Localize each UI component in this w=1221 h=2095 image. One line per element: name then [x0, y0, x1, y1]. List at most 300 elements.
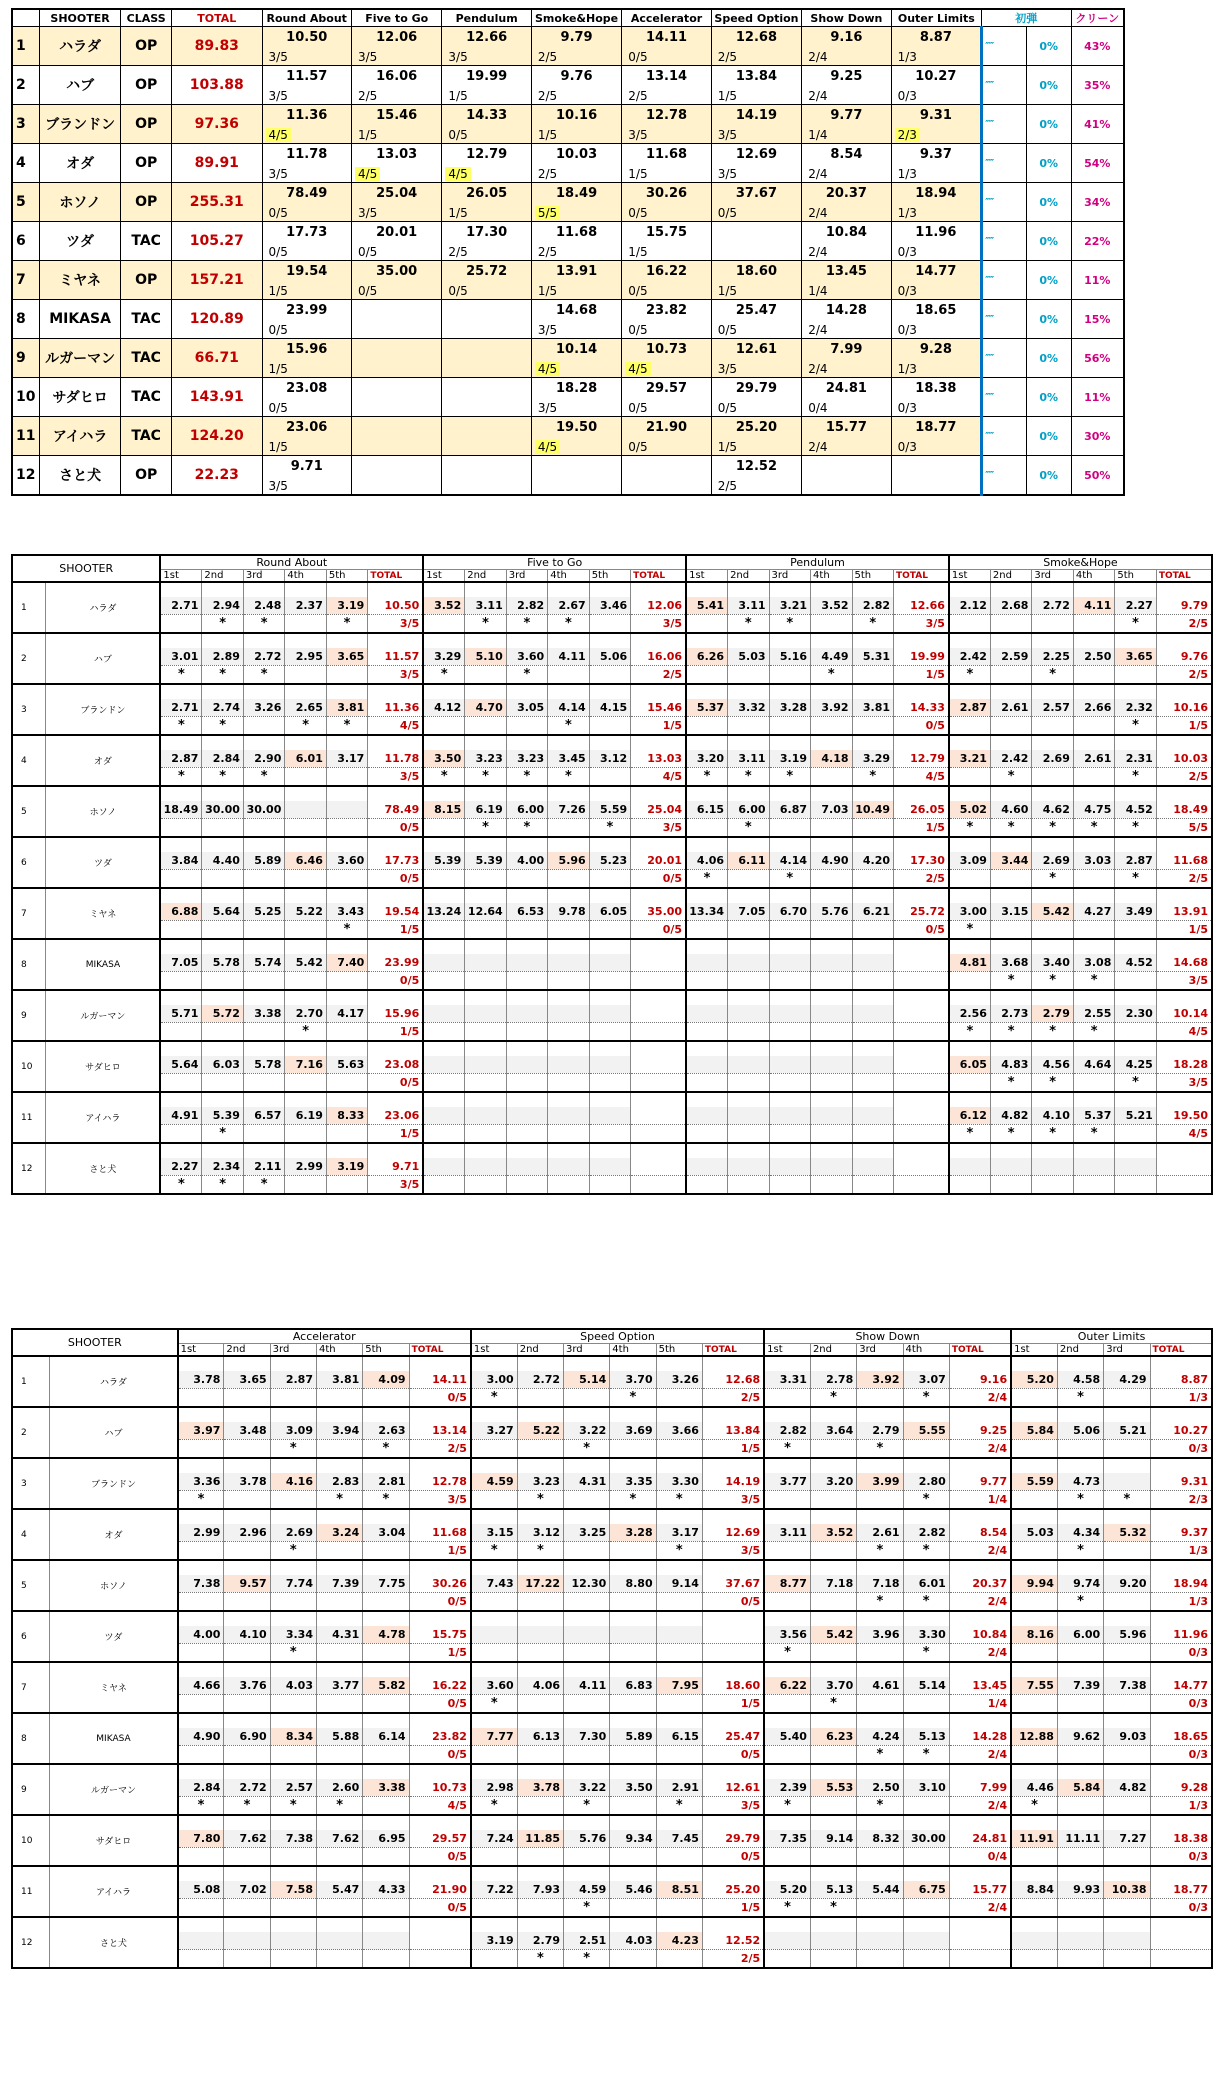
stage-hits [802, 360, 891, 378]
spacer-cell [764, 1560, 810, 1575]
stage-total-time: 29.57 [409, 1830, 471, 1848]
shot-mark [686, 717, 727, 736]
stage-hits [631, 972, 686, 991]
shooter-name: アイハラ [39, 417, 120, 456]
shot-time: 8.33 [326, 1107, 367, 1125]
shot-mark [589, 921, 630, 940]
stage-hits: 0/5 [409, 1593, 471, 1612]
shooter-name: さと犬 [46, 1143, 160, 1194]
stage-time: 14.77 [891, 261, 981, 283]
shot-mark [857, 1491, 903, 1510]
spacer-cell [326, 684, 367, 699]
spacer-cell [949, 990, 990, 1005]
shot-label: 3rd [769, 570, 810, 583]
spacer-cell [517, 1764, 563, 1779]
spacer-cell [1032, 1092, 1073, 1107]
spacer-cell [894, 633, 949, 648]
shot-time: 4.46 [1011, 1779, 1057, 1797]
stage-time [351, 339, 441, 361]
shot-time: 7.05 [160, 954, 201, 972]
spacer-cell [423, 837, 464, 852]
shot-time [728, 954, 769, 972]
row-number: 11 [12, 1866, 50, 1917]
stage-hits [262, 438, 351, 456]
shot-mark: * [316, 1491, 362, 1510]
shot-time: 2.57 [270, 1779, 316, 1797]
shot-time: 3.19 [769, 750, 810, 768]
stage-time: 14.11 [622, 27, 711, 49]
spacer-cell [224, 1407, 270, 1422]
shot-mark: * [243, 1176, 284, 1195]
spacer-cell [811, 888, 852, 903]
shot-mark: * [564, 1950, 610, 1969]
shot-mark: * [656, 1797, 702, 1816]
shot-time: 5.46 [610, 1881, 656, 1899]
spacer-cell [857, 1866, 903, 1881]
spacer-cell [285, 990, 326, 1005]
shot-mark [202, 819, 243, 838]
shooter-name: MIKASA [46, 939, 160, 990]
shot-mark [548, 1023, 589, 1042]
shot-mark: * [810, 1695, 856, 1714]
spacer-cell [1057, 1611, 1103, 1626]
spacer-cell [465, 786, 506, 801]
spacer-cell [1011, 1764, 1057, 1779]
stage-hits [631, 1023, 686, 1042]
shooter-name: オダ [39, 144, 120, 183]
shot-mark [990, 615, 1031, 634]
stage-time [442, 339, 531, 361]
spacer-cell [1057, 1866, 1103, 1881]
spacer-cell [316, 1866, 362, 1881]
stage-hits [442, 282, 531, 300]
spacer-cell [894, 990, 949, 1005]
spacer-cell [857, 1356, 903, 1371]
detail-time-row [12, 1575, 1212, 1593]
shot-mark [1011, 1593, 1057, 1612]
shot-mark [811, 1023, 852, 1042]
shot-mark [326, 870, 367, 889]
shot-mark [316, 1695, 362, 1714]
stage-time: 23.06 [262, 417, 351, 439]
stage-hits: 0/5 [409, 1899, 471, 1918]
shot-time: 2.87 [1115, 852, 1156, 870]
shot-time [465, 954, 506, 972]
stage-hits [711, 243, 801, 261]
shot-time: 5.55 [903, 1422, 949, 1440]
spacer-cell [1073, 582, 1114, 597]
shot-mark [471, 1746, 517, 1765]
hits-value: 3/5 [537, 322, 558, 337]
shot-time: 3.96 [857, 1626, 903, 1644]
spacer-cell [363, 1356, 409, 1371]
detail-hit-row [12, 1023, 1212, 1042]
spacer-cell [506, 990, 547, 1005]
hits-value: 0/5 [628, 400, 648, 415]
shot-mark: * [1073, 1125, 1114, 1144]
shot-time [1032, 1158, 1073, 1176]
shot-time: 11.11 [1057, 1830, 1103, 1848]
row-number: 4 [12, 1509, 50, 1560]
spacer-cell [363, 1611, 409, 1626]
stage-total-time [894, 1056, 949, 1074]
shot-mark: * [1011, 1797, 1057, 1816]
shot-label: 2nd [202, 570, 243, 583]
shot-time: 6.19 [465, 801, 506, 819]
spacer-cell [1150, 1815, 1212, 1830]
shot-time: 2.87 [270, 1371, 316, 1389]
stage-hits: 1/5 [409, 1644, 471, 1663]
shot-time: 7.75 [363, 1575, 409, 1593]
shot-mark [903, 1899, 949, 1918]
spacer-cell [326, 837, 367, 852]
shot-mark: * [949, 819, 990, 838]
spacer-cell [270, 1815, 316, 1830]
shot-mark: * [1104, 1491, 1150, 1510]
shot-label: 4th [548, 570, 589, 583]
spacer-cell [589, 735, 630, 750]
hits-value: 2/5 [537, 49, 558, 64]
shot-mark [517, 1695, 563, 1714]
shot-mark [769, 666, 810, 685]
shot-mark: * [471, 1695, 517, 1714]
spacer-cell [423, 684, 464, 699]
shot-time: 18.49 [160, 801, 201, 819]
stage-total-time: 11.36 [368, 699, 423, 717]
shot-mark [1057, 1899, 1103, 1918]
stage-time: 19.99 [442, 66, 531, 88]
shot-time: 3.60 [506, 648, 547, 666]
spacer-cell [178, 1662, 224, 1677]
shot-mark: * [506, 819, 547, 838]
spacer-cell [903, 1458, 949, 1473]
shot-mark [810, 1848, 856, 1867]
shot-mark [949, 717, 990, 736]
spacer-cell [903, 1356, 949, 1371]
shot-mark [363, 1542, 409, 1561]
shot-time: 7.18 [857, 1575, 903, 1593]
spacer-cell [465, 1041, 506, 1056]
shot-time [769, 1005, 810, 1023]
spacer-cell [363, 1917, 409, 1932]
stage-time: 29.57 [622, 378, 711, 400]
shot-mark: * [471, 1542, 517, 1561]
hits-value: 1/3 [897, 49, 917, 64]
detail-header-shooter: SHOOTER [12, 1329, 178, 1356]
shot-mark [506, 1023, 547, 1042]
hits-value: 0/3 [897, 283, 917, 298]
stage-hits: 3/5 [368, 615, 423, 634]
shot-time: 6.22 [764, 1677, 810, 1695]
stage-total-time: 12.06 [631, 597, 686, 615]
spacer-cell [949, 1917, 1011, 1932]
shot-time: 7.02 [224, 1881, 270, 1899]
shot-time: 11.85 [517, 1830, 563, 1848]
shot-mark [202, 972, 243, 991]
shot-time: 4.60 [990, 801, 1031, 819]
shot-mark [949, 768, 990, 787]
shooter-class: OP [121, 456, 172, 496]
shot-time: 3.20 [686, 750, 727, 768]
spacer-cell [202, 1092, 243, 1107]
detail-hit-row [12, 666, 1212, 685]
shot-time: 2.82 [506, 597, 547, 615]
shooter-row [12, 105, 1124, 127]
clean-pct: 34% [1071, 183, 1124, 222]
spacer-cell [285, 633, 326, 648]
hits-value: 0/3 [897, 400, 917, 415]
shot-time: 5.76 [811, 903, 852, 921]
spacer-cell [178, 1917, 224, 1932]
shot-mark [548, 1125, 589, 1144]
summary-table [11, 8, 1125, 496]
shot-mark [1104, 1644, 1150, 1663]
stage-hits: 2/5 [631, 666, 686, 685]
shot-time: 5.37 [686, 699, 727, 717]
shooter-total: 89.83 [172, 27, 262, 66]
shot-mark: * [610, 1491, 656, 1510]
shot-time: 4.03 [270, 1677, 316, 1695]
hits-value: 0/4 [808, 400, 828, 415]
stage-hits: 4/5 [368, 717, 423, 736]
hits-value: 0/5 [628, 322, 648, 337]
spacer-cell [990, 1143, 1031, 1158]
shooter-total: 255.31 [172, 183, 262, 222]
shot-time: 4.00 [506, 852, 547, 870]
stage-time [622, 456, 711, 478]
shot-mark [810, 1542, 856, 1561]
shot-mark: * [656, 1542, 702, 1561]
shot-mark [465, 666, 506, 685]
shot-time: 6.13 [517, 1728, 563, 1746]
row-number: 7 [12, 888, 46, 939]
shot-mark: * [326, 717, 367, 736]
spacer-cell [326, 1092, 367, 1107]
spacer-cell [656, 1560, 702, 1575]
shot-mark [564, 1389, 610, 1408]
shot-time: 5.22 [285, 903, 326, 921]
shot-mark: * [160, 768, 201, 787]
spacer-cell [903, 1662, 949, 1677]
stage-total-time: 15.77 [949, 1881, 1011, 1899]
detail-hit-row [12, 1389, 1212, 1408]
shot-mark: * [202, 666, 243, 685]
stage-hits [891, 87, 981, 105]
shot-mark [1104, 1389, 1150, 1408]
spacer-cell [1032, 633, 1073, 648]
spacer-cell [224, 1713, 270, 1728]
shot-time: 3.07 [903, 1371, 949, 1389]
shot-time: 4.81 [949, 954, 990, 972]
shot-time: 5.64 [202, 903, 243, 921]
stage-hits [409, 1950, 471, 1969]
shot-mark [285, 819, 326, 838]
stage-total-time: 21.90 [409, 1881, 471, 1899]
stage-time: 29.79 [711, 378, 801, 400]
shot-time: 3.68 [990, 954, 1031, 972]
shooter-name: アイハラ [46, 1092, 160, 1143]
stage-time: 21.90 [622, 417, 711, 439]
stage-hits: 0/5 [409, 1848, 471, 1867]
shooter-row [12, 66, 1124, 88]
shot-time: 5.39 [202, 1107, 243, 1125]
shot-time: 3.78 [517, 1779, 563, 1797]
shot-mark [423, 615, 464, 634]
first-shot-mark: ′′′′′ [982, 144, 1027, 183]
stage-hits: 1/5 [702, 1899, 764, 1918]
shot-time: 3.77 [316, 1677, 362, 1695]
shooter-total: 157.21 [172, 261, 262, 300]
stage-time [531, 456, 621, 478]
shot-time: 3.08 [1073, 954, 1114, 972]
shooter-name: ブランドン [50, 1458, 178, 1509]
shot-mark [1073, 666, 1114, 685]
shot-time: 3.11 [465, 597, 506, 615]
shot-time [548, 954, 589, 972]
shot-mark [1011, 1644, 1057, 1663]
shot-mark [243, 717, 284, 736]
spacer-cell [990, 786, 1031, 801]
shooter-name: オダ [50, 1509, 178, 1560]
shot-time: 3.09 [270, 1422, 316, 1440]
shot-time: 4.70 [465, 699, 506, 717]
shot-time: 4.00 [178, 1626, 224, 1644]
shot-mark [1115, 666, 1156, 685]
row-number: 2 [12, 633, 46, 684]
spacer-cell [857, 1458, 903, 1473]
spacer-cell [224, 1509, 270, 1524]
shot-time [589, 1107, 630, 1125]
shot-mark: * [178, 1491, 224, 1510]
stage-hits: 1/5 [894, 666, 949, 685]
spacer-cell [852, 1092, 893, 1107]
shot-time: 2.39 [764, 1779, 810, 1797]
shot-mark [810, 1644, 856, 1663]
shot-time [589, 1158, 630, 1176]
shot-time [903, 1932, 949, 1950]
spacer-cell [1115, 939, 1156, 954]
spacer-cell [769, 1143, 810, 1158]
shot-mark [243, 972, 284, 991]
shot-mark [423, 1074, 464, 1093]
spacer-cell [656, 1713, 702, 1728]
spacer-cell [409, 1560, 471, 1575]
shot-mark [270, 1593, 316, 1612]
stage-hits [442, 243, 531, 261]
spacer-cell [810, 1509, 856, 1524]
shot-time: 6.46 [285, 852, 326, 870]
shot-mark [810, 1593, 856, 1612]
detail-spacer-row [12, 837, 1212, 852]
shot-time: 9.14 [656, 1575, 702, 1593]
shot-time: 5.40 [764, 1728, 810, 1746]
stage-hits [702, 1644, 764, 1663]
stage-hits [262, 126, 351, 144]
spacer-cell [769, 939, 810, 954]
stage-hits: 2/4 [949, 1389, 1011, 1408]
shot-mark [769, 819, 810, 838]
row-number: 6 [12, 222, 39, 261]
spacer-cell [764, 1407, 810, 1422]
stage-total-time: 12.79 [894, 750, 949, 768]
stage-hits [531, 438, 621, 456]
stage-time: 11.57 [262, 66, 351, 88]
stage-hits [802, 321, 891, 339]
shot-mark [589, 1023, 630, 1042]
header-class: CLASS [121, 9, 172, 27]
stage-hits [894, 1074, 949, 1093]
shot-time: 3.66 [656, 1422, 702, 1440]
stage-total-label: TOTAL [631, 570, 686, 583]
spacer-cell [243, 582, 284, 597]
shot-time: 6.00 [728, 801, 769, 819]
shot-mark [949, 972, 990, 991]
spacer-cell [1011, 1611, 1057, 1626]
shot-time: 5.16 [769, 648, 810, 666]
shot-time: 2.72 [517, 1371, 563, 1389]
shot-time [423, 954, 464, 972]
shot-mark [506, 717, 547, 736]
spacer-cell [224, 1458, 270, 1473]
stage-time: 12.06 [351, 27, 441, 49]
spacer-cell [894, 735, 949, 750]
shot-mark [506, 870, 547, 889]
shot-mark [811, 615, 852, 634]
detail-stage-header-row [12, 555, 1212, 570]
shooter-row [12, 261, 1124, 283]
shot-mark [202, 870, 243, 889]
shot-mark [656, 1950, 702, 1969]
spacer-cell [631, 1143, 686, 1158]
shot-time: 4.18 [811, 750, 852, 768]
shot-time [769, 1056, 810, 1074]
shot-mark: * [202, 717, 243, 736]
shot-mark: * [769, 768, 810, 787]
shot-mark [363, 1797, 409, 1816]
shot-time: 3.38 [243, 1005, 284, 1023]
spacer-cell [990, 582, 1031, 597]
spacer-cell [764, 1917, 810, 1932]
spacer-cell [702, 1356, 764, 1371]
shot-time: 5.78 [243, 1056, 284, 1074]
spacer-cell [316, 1662, 362, 1677]
shot-time: 6.00 [1057, 1626, 1103, 1644]
shot-mark [589, 717, 630, 736]
first-shot-pct: 0% [1026, 183, 1071, 222]
first-shot-pct: 0% [1026, 144, 1071, 183]
shot-label: 2nd [517, 1344, 563, 1357]
spacer-cell [1115, 837, 1156, 852]
shot-time: 5.89 [243, 852, 284, 870]
shot-mark [285, 870, 326, 889]
stage-hits: 2/3 [1150, 1491, 1212, 1510]
spacer-cell [202, 837, 243, 852]
stage-total-time: 11.96 [1150, 1626, 1212, 1644]
detail-spacer-row [12, 1041, 1212, 1056]
shot-time: 6.26 [686, 648, 727, 666]
spacer-cell [326, 1041, 367, 1056]
shot-mark [728, 1023, 769, 1042]
shot-time [656, 1626, 702, 1644]
shot-mark [811, 717, 852, 736]
spacer-cell [686, 939, 727, 954]
shot-label: 5th [363, 1344, 409, 1357]
shot-mark [363, 1695, 409, 1714]
stage-total-time: 10.14 [1156, 1005, 1212, 1023]
shooter-total: 120.89 [172, 300, 262, 339]
stage-time: 37.67 [711, 183, 801, 205]
shot-mark [224, 1746, 270, 1765]
